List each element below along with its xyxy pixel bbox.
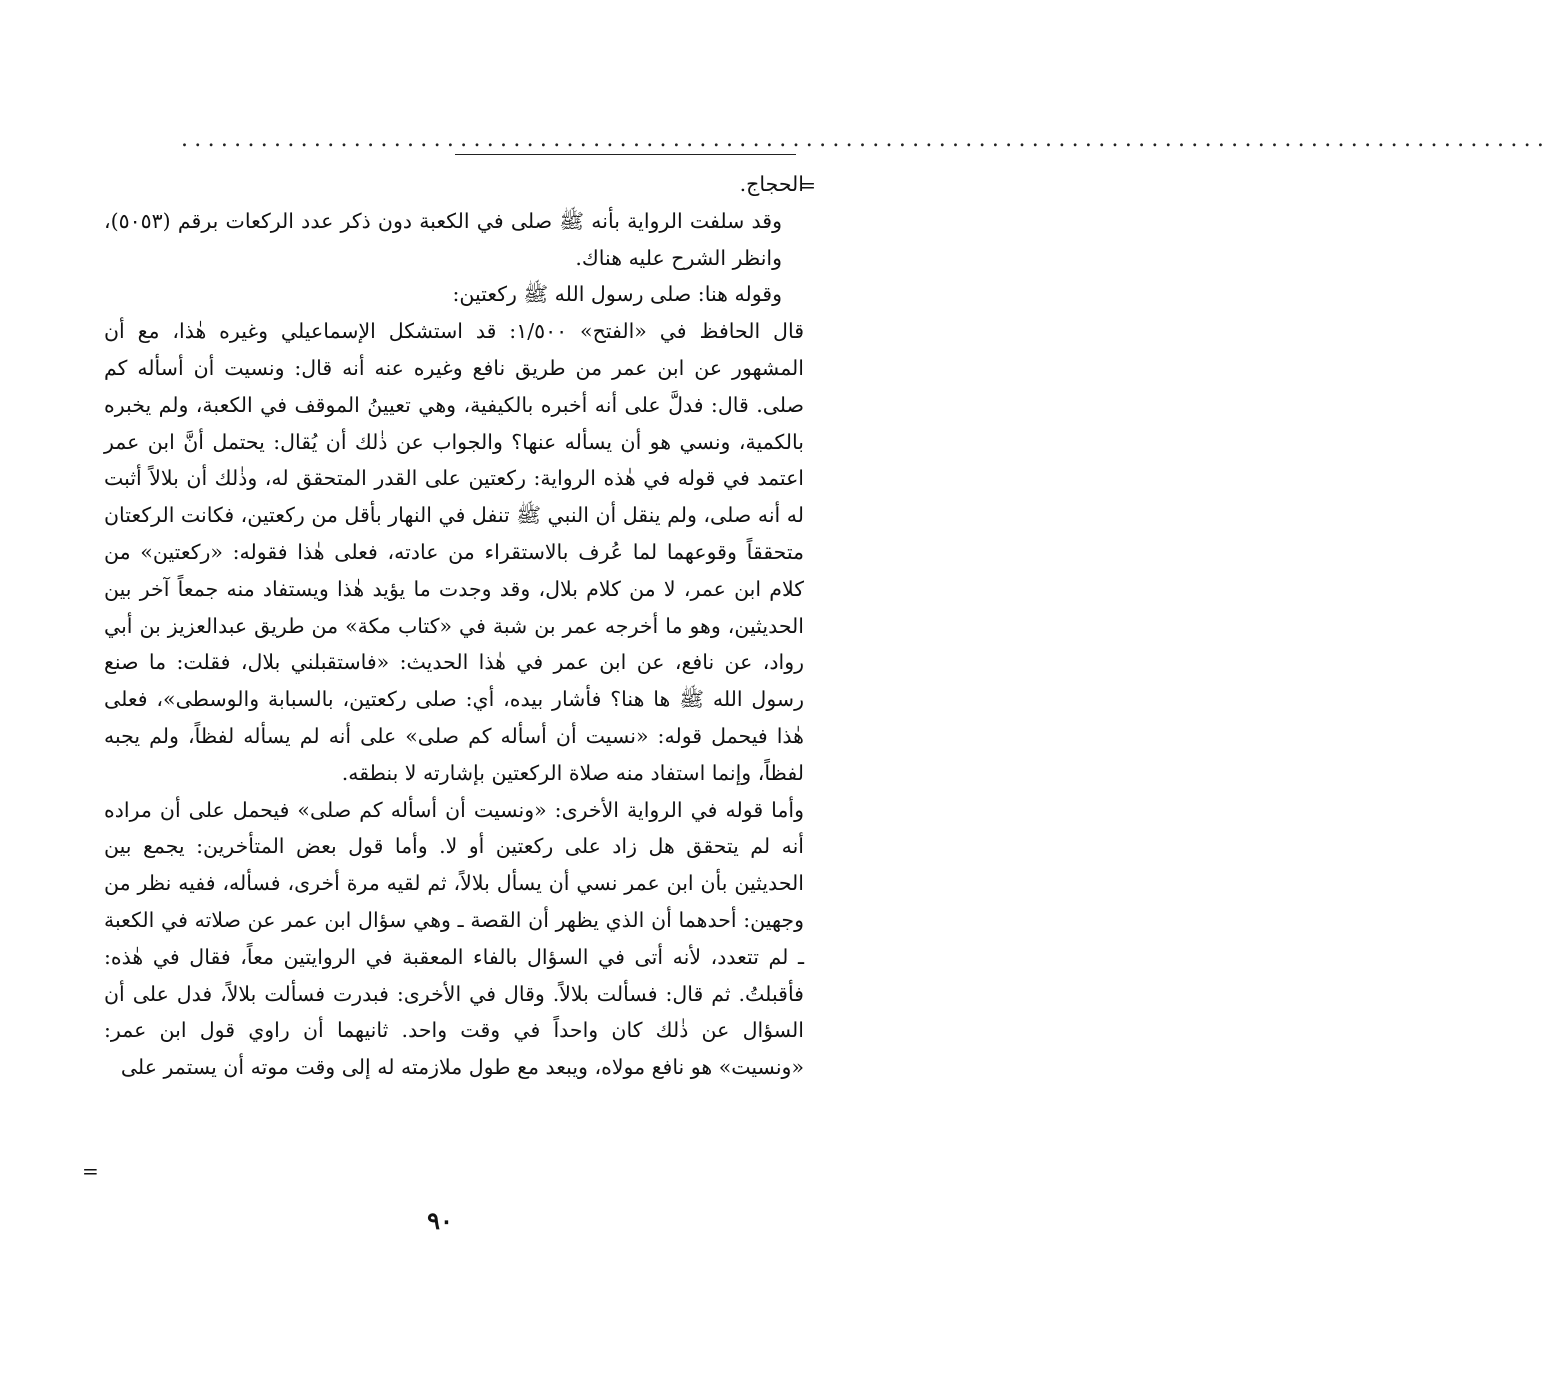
footnote-rule (455, 154, 796, 155)
continuation-mark-start: = (799, 173, 816, 197)
dotted-separator: ....................................................................................................... (181, 127, 1550, 152)
paragraph-3: وقوله هنا: صلى رسول الله ﷺ ركعتين: (452, 282, 782, 307)
page-number: ٩٠ (427, 1206, 453, 1235)
paragraph-5: وأما قوله في الرواية الأخرى: «ونسيت أن أسأله كم صلى» فيحمل على أن مراده أنه لم يتحقق هل زاد على ركعتين أو لا. وأما قول بعض المتأخرين: يجمع بين الحديثين بأن ابن عمر نسي أن يسأل بلالاً، ثم لقيه مرة أخرى، فسأله، ففيه نظر من وجهين: أحدهما أن الذي يظهر أن القصة ـ وهي سؤال ابن عمر عن صلاته في الكعبة ـ لم تتعدد، لأنه أتى في السؤال بالفاء المعقبة في الروايتين معاً، فقال في هٰذه: فأقبلتُ. ثم قال: فسألت بلالاً. وقال في الأخرى: فبدرت فسألت بلالاً، فدل على أن السؤال عن ذٰلك كان واحداً في وقت واحد. ثانيهما أن راوي قول ابن عمر: «ونسيت» هو نافع مولاه، ويبعد مع طول ملازمته له إلى وقت موته أن يستمر على (104, 797, 804, 1080)
footnote-body (104, 166, 804, 1086)
paragraph-2: وقد سلفت الرواية بأنه ﷺ صلى في الكعبة دون ذكر عدد الركعات برقم (٥٠٥٣)، وانظر الشرح عليه هناك. (104, 208, 782, 270)
paragraph-4: قال الحافظ في «الفتح» ١/٥٠٠: قد استشكل الإسماعيلي وغيره هٰذا، مع أن المشهور عن ابن عمر من طريق نافع وغيره عنه أنه قال: ونسيت أن أسأله كم صلى. قال: فدلَّ على أنه أخبره بالكيفية، وهي تعيينُ الموقف في الكعبة، ولم يخبره بالكمية، ونسي هو أن يسأله عنها؟ والجواب عن ذٰلك أن يُقال: يحتمل أنَّ ابن عمر اعتمد في قوله في هٰذه الرواية: ركعتين على القدر المتحقق له، وذٰلك أن بلالاً أثبت له أنه صلى، ولم ينقل أن النبي ﷺ تنفل في النهار بأقل من ركعتين، فكانت الركعتان متحققاً وقوعهما لما عُرف بالاستقراء من عادته، فعلى هٰذا فقوله: «ركعتين» من كلام ابن عمر، لا من كلام بلال، وقد وجدت ما يؤيد هٰذا ويستفاد منه جمعاً آخر بين الحديثين، وهو ما أخرجه عمر بن شبة في «كتاب مكة» من طريق عبدالعزيز بن أبي رواد، عن نافع، عن ابن عمر في هٰذا الحديث: «فاستقبلني بلال، فقلت: ما صنع رسول الله ﷺ ها هنا؟ فأشار بيده، أي: صلى ركعتين، بالسبابة والوسطى»، فعلى هٰذا فيحمل قوله: «نسيت أن أسأله كم صلى» على أنه لم يسأله لفظاً، ولم يجبه لفظاً، وإنما استفاد منه صلاة الركعتين بإشارته لا بنطقه. (104, 319, 804, 785)
paragraph-1: الحجاج. (739, 172, 804, 196)
continuation-mark-end: = (82, 1159, 99, 1183)
